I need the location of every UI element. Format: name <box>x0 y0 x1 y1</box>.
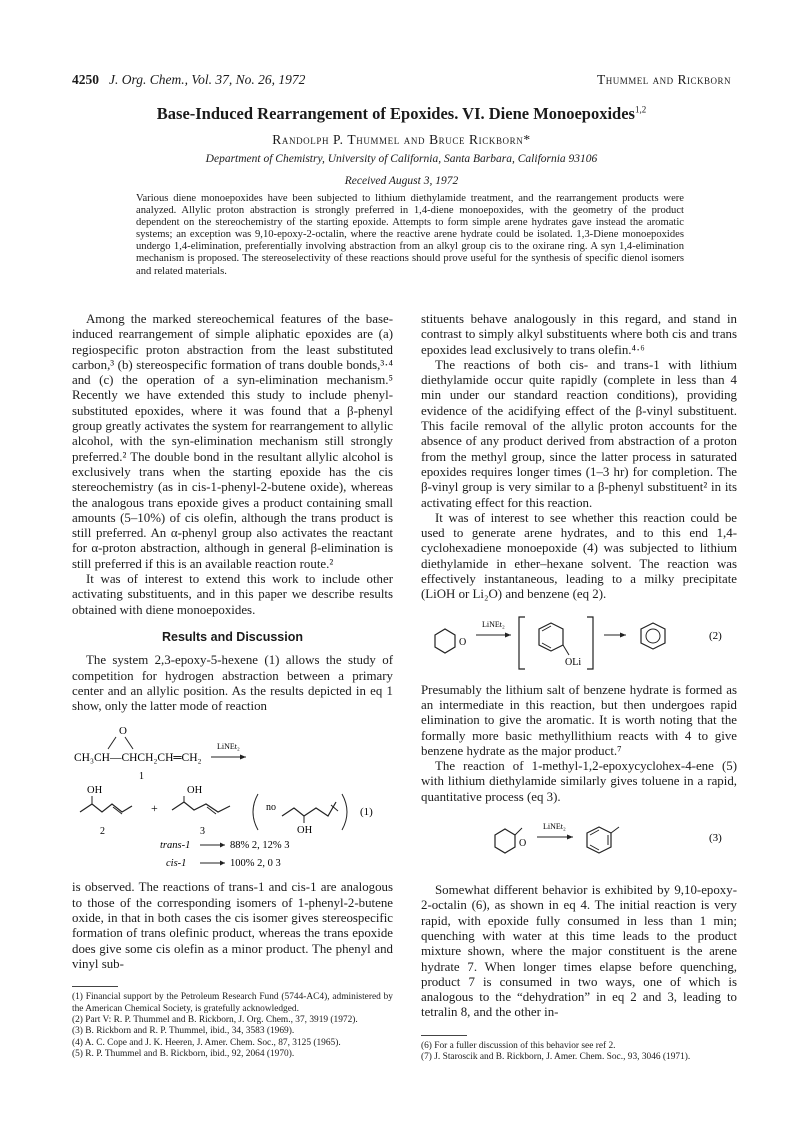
eq1-oxygen-label: O <box>119 725 127 738</box>
eq3-methyl-bond <box>515 828 522 835</box>
footnote-7: (7) J. Staroscik and B. Rickborn, J. Amer. Chem. Soc., 93, 3046 (1971). <box>421 1052 691 1063</box>
abstract: Various diene monoepoxides have been subjected to lithium diethylamide treatment, and the rearrangement products were analyzed. Allylic proton abstraction is strongly preferred in 1,4-diene monoepoxides, with the geometry of the product dependent on the stereochemistry of the starting epoxide. Attempts to form simple arene hydrates gave instead the aromatic systems; an exception was 9,10-epoxy-2-octalin, where the reactive arene hydrate could be isolated. 1,3-Diene monoepoxides undergo 1,4-elimination, preferentially involving abstraction from an alkyl group cis to the oxirane ring. A syn 1,4-elimination mechanism is proposed. The stereoselectivity of these reactions should prove useful for the synthesis of specific dienol isomers and related materials. <box>136 193 684 277</box>
left-paragraph-1: Among the marked stereochemical features of the base-induced rearrangement of simple aliphatic epoxides are (a) regiospecific proton abstraction from the least substituted carbon,³ (b) stereospecific formation of trans double bonds,³·⁴ and (c) the operation of a syn-elimination mechanism.⁵ Recently we have extended this study to include phenyl-substituted epoxides, where it was found that a β-phenyl group greatly activates the system for rearrangement to allylic alcohol, with the syn-elimination mechanism still strongly preferred.² The double bond in the resultant allylic alcohol is exclusively trans when the starting epoxide has the cis stereochemistry (as in cis-1-phenyl-2-butene oxide), whereas the analogous trans epoxide gives a product containing small amounts (5–10%) of cis olefin, although the trans product is still preferred. An α-phenyl group also activates the reactant for α-proton abstraction, although in general β-elimination is still preferred if this is an available reaction route.² <box>72 312 393 571</box>
eq1-trans-result: 88% 2, 12% 3 <box>230 840 290 852</box>
footnote-6: (6) For a fuller discussion of this behavior see ref 2. <box>421 1040 616 1051</box>
eq1-product-2-label: 2 <box>100 826 105 838</box>
equation-2 <box>421 611 737 677</box>
left-column <box>72 312 393 1061</box>
eq1-product-3-label: 3 <box>200 826 205 838</box>
eq3-reagent: LiNEt₂ <box>543 822 566 832</box>
eq3-oxygen: O <box>519 838 527 850</box>
author-line: Randolph P. Thummel and Bruce Rickborn* <box>272 132 531 147</box>
eq1-cis-arrowhead <box>220 861 225 866</box>
eq2-arrowhead-2 <box>620 632 626 637</box>
received-date: Received August 3, 1972 <box>344 175 459 187</box>
eq1-product3-oh: OH <box>187 785 203 797</box>
page-number: 4250 <box>72 72 99 87</box>
footnote-1: (1) Financial support by the Petroleum Research Fund (5744-AC4), administered by the American Chemical Society, is gratefully acknowledged. <box>72 992 393 1014</box>
equation-3 <box>421 813 737 873</box>
footnote-4: (4) A. C. Cope and J. K. Heeren, J. Amer. Chem. Soc., 87, 3125 (1965). <box>72 1037 341 1048</box>
eq1-no-product-oh: OH <box>297 825 313 837</box>
right-paragraph-2: The reactions of both cis- and trans-1 with lithium diethylamide occur quite rapidly (complete in less than 4 min under our standard reaction conditions), providing evidence of the acidifying effect of the β-vinyl substituent. This facile removal of the allylic proton accounts for the absence of any product derived from abstraction of a proton from the methyl group, since the latter process in saturated epoxides requires longer times (1–3 hr) for completion. The β-vinyl group is very similar to a β-phenyl substituent² in its activating effect for this reaction. <box>421 357 737 510</box>
eq1-compound-1-label: 1 <box>139 771 144 783</box>
right-column <box>421 312 737 1064</box>
eq1-cis-result: 100% 2, 0 3 <box>230 858 281 870</box>
eq1-trans-arrowhead <box>220 843 225 848</box>
product-3-skeleton <box>172 802 230 812</box>
right-paragraph-1: stituents behave analogously in this regard, and stand in contrast to simply alkyl substituents where both cis and trans epoxides lead exclusively to trans olefin.⁴·⁶ <box>421 312 737 357</box>
journal-citation: J. Org. Chem., Vol. 37, No. 26, 1972 <box>109 72 306 87</box>
left-paragraph-2: It was of interest to extend this work to include other activating substituents, and in this paper we describe results obtained with diene monoepoxides. <box>72 572 393 617</box>
footnotes-right <box>421 1041 737 1064</box>
eq1-cis-label: cis-1 <box>166 858 187 870</box>
right-paragraph-5: The reaction of 1-methyl-1,2-epoxycyclohex-4-ene (5) with lithium diethylamide similarly gives toluene in a rapid, quantitative process (eq 3). <box>421 759 737 804</box>
eq1-open-paren <box>253 794 258 830</box>
running-header-left <box>72 72 305 88</box>
equation-1-cis-line <box>72 854 393 874</box>
epoxide-bond-left <box>108 737 116 749</box>
eq2-arrowhead <box>505 632 511 637</box>
footnote-5: (5) R. P. Thummel and B. Rickborn, ibid., 92, 2064 (1970). <box>72 1049 295 1060</box>
section-heading: Results and Discussion <box>161 629 303 644</box>
equation-1 <box>72 720 393 858</box>
article-title <box>0 104 803 124</box>
eq2-reagent: LiNEt₂ <box>482 619 505 629</box>
eq3-arrowhead <box>567 835 573 840</box>
no-product-skeleton <box>282 802 336 816</box>
right-paragraph-6: Somewhat different behavior is exhibited by 9,10-epoxy-2-octalin (6), as shown in eq 4. The initial reaction is very rapid, with epoxide fully consumed in less than 1 min; quenching with water at this time leads to the product mixture shown, where the major constituent is the arene hydrate 7. When longer times elapse before quenching, product 7 is consumed in two ways, one of which is analogous to the “dehydration” in eq 2 and 3, leading to tetralin 8, and the other in- <box>421 883 737 1020</box>
eq2-hydrate-ring <box>539 623 563 651</box>
toluene-ring <box>587 827 611 853</box>
footnote-2: (2) Part V: R. P. Thummel and B. Rickborn, J. Org. Chem., 37, 3919 (1972). <box>72 1015 358 1026</box>
title-text: Base-Induced Rearrangement of Epoxides. VI. Diene Monoepoxides <box>156 104 635 123</box>
eq1-plus: + <box>151 801 158 816</box>
benzene-circle <box>646 629 660 643</box>
eq2-number: (2) <box>709 629 722 642</box>
footnote-rule-left <box>72 986 118 987</box>
eq1-reactant: CH₃CH—CHCH₂CH═CH₂ <box>74 752 202 765</box>
right-paragraph-4: Presumably the lithium salt of benzene hydrate is formed as an intermediate in this reaction, but then undergoes rapid elimination to give the aromatic. It is worth noting that the formally more basic methyllithium reacts with 4 to give benzene hydrate as the major product.⁷ <box>421 682 737 758</box>
footnote-3: (3) B. Rickborn and R. P. Thummel, ibid., 34, 3583 (1969). <box>72 1026 295 1037</box>
running-header-authors: Thummel and Rickborn <box>596 72 731 87</box>
eq2-oxygen: O <box>459 636 467 648</box>
eq2-epoxide-ring <box>435 629 455 653</box>
product-2-skeleton <box>80 804 132 812</box>
eq3-epoxide-ring <box>495 829 515 853</box>
affiliation: Department of Chemistry, University of California, Santa Barbara, California 93106 <box>205 153 598 165</box>
footnote-rule-right <box>421 1035 467 1036</box>
footnotes-left <box>72 992 393 1060</box>
eq1-arrowhead <box>240 755 246 760</box>
benzene-ring <box>641 623 665 649</box>
title-footnote-refs: 1,2 <box>634 104 647 115</box>
eq1-product2-oh: OH <box>87 785 103 797</box>
eq1-number: (1) <box>360 806 373 819</box>
eq1-no-label: no <box>266 802 276 814</box>
eq2-oli: OLi <box>565 656 582 668</box>
eq2-open-bracket <box>519 617 525 669</box>
eq3-number: (3) <box>709 832 722 845</box>
eq1-reagent: LiNEt₂ <box>217 742 240 752</box>
epoxide-bond-right <box>125 737 133 749</box>
eq1-close-paren <box>342 794 347 830</box>
left-paragraph-3: The system 2,3-epoxy-5-hexene (1) allows the study of competition for hydrogen abstraction between a primary center and an allylic position. As the results depicted in eq 1 show, only the latter mode of reaction <box>72 653 393 714</box>
eq2-close-bracket <box>587 617 593 669</box>
toluene-methyl-bond <box>611 827 619 833</box>
right-paragraph-3: It was of interest to see whether this reaction could be used to generate arene hydrates, and to this end 1,4-cyclohexadiene monoepoxide (4) was subjected to lithium diethylamide in ether–hexane solvent. The reaction was effectively instantaneous, leading to a milky precipitate (LiOH or Li₂O) and benzene (eq 2). <box>421 510 737 602</box>
eq1-trans-label: trans-1 <box>160 840 191 852</box>
eq2-oli-bond <box>563 645 569 655</box>
left-paragraph-4: is observed. The reactions of trans-1 and cis-1 are analogous to those of the corresponding isomers of 1-phenyl-2-butene oxide, in that in both cases the cis isomer gives stereospecific formation of trans olefinic product, whereas the trans epoxide does give some cis olefin as a minor product. The phenyl and vinyl sub- <box>72 880 393 971</box>
